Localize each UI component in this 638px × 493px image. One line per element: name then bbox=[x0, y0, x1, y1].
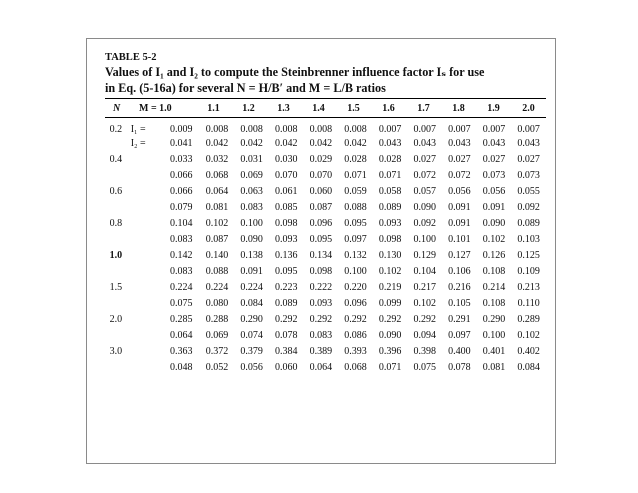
i2-cell: 0.071 bbox=[378, 361, 402, 373]
i1-cell: 0.007 bbox=[413, 123, 437, 135]
i2-cell: 0.068 bbox=[344, 361, 367, 373]
i2-cell: 0.097 bbox=[448, 329, 471, 341]
i2-cell: 0.102 bbox=[378, 265, 402, 277]
i1-cell: 0.222 bbox=[309, 281, 333, 293]
i1-cell: 0.224 bbox=[240, 281, 263, 293]
i1-label bbox=[127, 310, 170, 328]
i1-cell: 0.029 bbox=[309, 153, 333, 165]
i1-cell: 0.008 bbox=[240, 123, 263, 135]
row-n-value: 2.0 bbox=[109, 313, 123, 325]
i2-cell: 0.070 bbox=[309, 169, 333, 181]
i2-cell: 0.071 bbox=[378, 169, 402, 181]
i1-cell: 0.060 bbox=[309, 185, 333, 197]
i1-cell: 0.384 bbox=[275, 345, 298, 357]
i1-cell: 0.007 bbox=[482, 123, 506, 135]
i2-cell: 0.042 bbox=[205, 137, 229, 149]
i1-cell: 0.008 bbox=[309, 123, 333, 135]
i2-cell: 0.090 bbox=[378, 329, 402, 341]
i1-cell: 0.092 bbox=[413, 217, 437, 229]
i2-cell: 0.078 bbox=[275, 329, 298, 341]
table-row bbox=[105, 150, 546, 168]
i2-label bbox=[127, 264, 170, 278]
i1-cell: 0.400 bbox=[448, 345, 471, 357]
row-n-value: 0.4 bbox=[109, 153, 123, 165]
row-n-value: 3.0 bbox=[109, 345, 123, 357]
i2-cell: 0.091 bbox=[448, 201, 471, 213]
i1-cell: 0.091 bbox=[448, 217, 471, 229]
i1-cell: 0.058 bbox=[378, 185, 402, 197]
i1-cell: 0.032 bbox=[205, 153, 229, 165]
i1-cell: 0.008 bbox=[344, 123, 367, 135]
i2-cell: 0.081 bbox=[482, 361, 506, 373]
i2-cell: 0.073 bbox=[517, 169, 540, 181]
i2-cell: 0.089 bbox=[275, 297, 298, 309]
header-n: N bbox=[113, 102, 121, 114]
header-m-value: 1.6 bbox=[382, 102, 395, 114]
i2-cell: 0.066 bbox=[169, 169, 193, 181]
i2-label bbox=[127, 200, 170, 214]
i1-cell: 0.127 bbox=[448, 249, 471, 261]
i2-cell: 0.064 bbox=[309, 361, 333, 373]
i2-cell: 0.098 bbox=[378, 233, 402, 245]
i2-cell: 0.084 bbox=[517, 361, 540, 373]
table-row bbox=[105, 296, 546, 310]
header-m-value: 1.1 bbox=[207, 102, 220, 114]
i2-cell: 0.108 bbox=[482, 297, 506, 309]
i2-cell: 0.089 bbox=[378, 201, 402, 213]
i1-cell: 0.213 bbox=[517, 281, 540, 293]
i2-label bbox=[127, 360, 170, 374]
i2-cell: 0.100 bbox=[344, 265, 367, 277]
i1-cell: 0.292 bbox=[413, 313, 437, 325]
i1-label bbox=[127, 150, 170, 168]
i2-cell: 0.083 bbox=[169, 233, 193, 245]
i2-cell: 0.088 bbox=[205, 265, 229, 277]
i1-cell: 0.033 bbox=[169, 153, 193, 165]
i1-cell: 0.372 bbox=[205, 345, 229, 357]
i1-cell: 0.292 bbox=[309, 313, 333, 325]
i1-label bbox=[127, 182, 170, 200]
i2-label bbox=[127, 328, 170, 342]
row-n-value bbox=[105, 360, 127, 374]
i1-cell: 0.224 bbox=[169, 281, 193, 293]
i1-cell: 0.028 bbox=[344, 153, 367, 165]
table-row bbox=[105, 246, 546, 264]
i2-cell: 0.042 bbox=[309, 137, 333, 149]
i2-cell: 0.043 bbox=[517, 137, 540, 149]
i2-cell: 0.093 bbox=[309, 297, 333, 309]
i2-cell: 0.084 bbox=[240, 297, 263, 309]
i2-label bbox=[127, 296, 170, 310]
header-top-rule bbox=[105, 98, 546, 99]
i2-cell: 0.071 bbox=[344, 169, 367, 181]
i2-cell: 0.043 bbox=[378, 137, 402, 149]
i1-cell: 0.104 bbox=[169, 217, 193, 229]
i1-cell: 0.007 bbox=[378, 123, 402, 135]
i2-cell: 0.102 bbox=[517, 329, 540, 341]
i1-cell: 0.055 bbox=[517, 185, 540, 197]
i2-cell: 0.109 bbox=[517, 265, 540, 277]
header-m-value: 2.0 bbox=[522, 102, 535, 114]
i1-label: I₁ = bbox=[130, 123, 146, 135]
table-row bbox=[105, 200, 546, 214]
i2-cell: 0.075 bbox=[169, 297, 193, 309]
i2-cell: 0.064 bbox=[169, 329, 193, 341]
table-title-line-2: in Eq. (5-16a) for several N = H/B′ and M = L/B ratios bbox=[105, 81, 386, 95]
i1-cell: 0.130 bbox=[378, 249, 402, 261]
i1-cell: 0.292 bbox=[344, 313, 367, 325]
i1-cell: 0.031 bbox=[240, 153, 263, 165]
i1-cell: 0.009 bbox=[169, 123, 193, 135]
i2-cell: 0.106 bbox=[448, 265, 471, 277]
row-n-value bbox=[105, 328, 127, 342]
i2-cell: 0.080 bbox=[205, 297, 229, 309]
i1-cell: 0.056 bbox=[482, 185, 506, 197]
table-label: TABLE 5-2 bbox=[105, 52, 157, 63]
i2-cell: 0.043 bbox=[413, 137, 437, 149]
table-row bbox=[105, 214, 546, 232]
i1-cell: 0.125 bbox=[517, 249, 540, 261]
i2-cell: 0.102 bbox=[413, 297, 437, 309]
header-bottom-rule bbox=[105, 117, 546, 118]
table-row bbox=[105, 342, 546, 360]
i1-cell: 0.214 bbox=[482, 281, 506, 293]
row-n-value: 0.6 bbox=[109, 185, 123, 197]
i2-cell: 0.042 bbox=[240, 137, 263, 149]
i1-cell: 0.396 bbox=[378, 345, 402, 357]
i1-cell: 0.061 bbox=[275, 185, 298, 197]
table-row bbox=[105, 232, 546, 246]
table-header bbox=[105, 100, 546, 116]
i2-cell: 0.052 bbox=[205, 361, 229, 373]
i2-cell: 0.056 bbox=[240, 361, 263, 373]
i2-cell: 0.090 bbox=[413, 201, 437, 213]
header-m-first: M = 1.0 bbox=[139, 102, 172, 114]
i2-cell: 0.043 bbox=[482, 137, 506, 149]
i2-cell: 0.073 bbox=[482, 169, 506, 181]
i1-cell: 0.028 bbox=[378, 153, 402, 165]
i1-cell: 0.220 bbox=[344, 281, 367, 293]
i2-cell: 0.079 bbox=[169, 201, 193, 213]
header-m-value: 1.4 bbox=[312, 102, 325, 114]
i1-cell: 0.129 bbox=[413, 249, 437, 261]
table-title-line-1: Values of I₁ and I₂ to compute the Steinbrenner influence factor Iₛ for use bbox=[105, 65, 485, 79]
i2-cell: 0.108 bbox=[482, 265, 506, 277]
i1-cell: 0.027 bbox=[517, 153, 540, 165]
i1-cell: 0.290 bbox=[240, 313, 263, 325]
i1-cell: 0.138 bbox=[240, 249, 263, 261]
i1-cell: 0.090 bbox=[482, 217, 506, 229]
i2-label: I₂ = bbox=[130, 137, 146, 149]
i1-cell: 0.059 bbox=[344, 185, 367, 197]
header-m-value: 1.7 bbox=[417, 102, 430, 114]
i2-cell: 0.090 bbox=[240, 233, 263, 245]
header-row bbox=[105, 100, 546, 116]
i2-cell: 0.083 bbox=[169, 265, 193, 277]
i1-cell: 0.056 bbox=[448, 185, 471, 197]
i2-cell: 0.083 bbox=[309, 329, 333, 341]
i1-cell: 0.102 bbox=[205, 217, 229, 229]
row-n-value: 0.8 bbox=[109, 217, 123, 229]
i2-cell: 0.095 bbox=[309, 233, 333, 245]
i1-cell: 0.093 bbox=[378, 217, 402, 229]
i2-cell: 0.078 bbox=[448, 361, 471, 373]
i2-cell: 0.048 bbox=[169, 361, 193, 373]
i2-cell: 0.088 bbox=[344, 201, 367, 213]
i2-cell: 0.095 bbox=[275, 265, 298, 277]
i2-cell: 0.060 bbox=[275, 361, 298, 373]
i2-cell: 0.069 bbox=[205, 329, 229, 341]
i2-cell: 0.103 bbox=[517, 233, 540, 245]
row-n-value bbox=[105, 296, 127, 310]
i2-cell: 0.087 bbox=[205, 233, 229, 245]
i1-cell: 0.134 bbox=[309, 249, 333, 261]
table-body bbox=[105, 122, 546, 374]
i2-cell: 0.074 bbox=[240, 329, 263, 341]
row-n-value: 1.5 bbox=[109, 281, 123, 293]
i2-cell: 0.093 bbox=[275, 233, 298, 245]
i1-cell: 0.219 bbox=[378, 281, 402, 293]
i1-cell: 0.066 bbox=[169, 185, 193, 197]
i1-cell: 0.288 bbox=[205, 313, 229, 325]
header-m-value: 1.5 bbox=[347, 102, 360, 114]
row-n-value bbox=[105, 232, 127, 246]
i1-cell: 0.126 bbox=[482, 249, 506, 261]
header-m-value: 1.2 bbox=[242, 102, 255, 114]
row-n-value bbox=[105, 200, 127, 214]
i1-cell: 0.216 bbox=[448, 281, 471, 293]
i2-cell: 0.085 bbox=[275, 201, 298, 213]
i2-cell: 0.110 bbox=[517, 297, 540, 309]
i2-cell: 0.097 bbox=[344, 233, 367, 245]
table-title bbox=[105, 64, 545, 96]
i1-cell: 0.363 bbox=[169, 345, 193, 357]
i2-cell: 0.068 bbox=[205, 169, 229, 181]
row-n-value bbox=[105, 168, 127, 182]
influence-table bbox=[105, 122, 546, 374]
i2-cell: 0.096 bbox=[344, 297, 367, 309]
i1-cell: 0.007 bbox=[517, 123, 540, 135]
i1-cell: 0.292 bbox=[275, 313, 298, 325]
i2-cell: 0.094 bbox=[413, 329, 437, 341]
i1-cell: 0.136 bbox=[275, 249, 298, 261]
i2-cell: 0.069 bbox=[240, 169, 263, 181]
i1-label bbox=[127, 214, 170, 232]
i2-cell: 0.104 bbox=[413, 265, 437, 277]
table-row bbox=[105, 168, 546, 182]
i2-cell: 0.091 bbox=[482, 201, 506, 213]
i1-cell: 0.008 bbox=[205, 123, 229, 135]
i1-cell: 0.064 bbox=[205, 185, 229, 197]
i2-cell: 0.083 bbox=[240, 201, 263, 213]
i2-cell: 0.043 bbox=[448, 137, 471, 149]
i1-cell: 0.223 bbox=[275, 281, 298, 293]
i2-cell: 0.075 bbox=[413, 361, 437, 373]
table-row bbox=[105, 264, 546, 278]
table-row bbox=[105, 278, 546, 296]
i2-cell: 0.100 bbox=[413, 233, 437, 245]
i1-label bbox=[127, 278, 170, 296]
i1-cell: 0.290 bbox=[482, 313, 506, 325]
i1-cell: 0.007 bbox=[448, 123, 471, 135]
i1-cell: 0.100 bbox=[240, 217, 263, 229]
header-m-value: 1.9 bbox=[487, 102, 500, 114]
header-m-value: 1.8 bbox=[452, 102, 465, 114]
i1-cell: 0.089 bbox=[517, 217, 540, 229]
i1-cell: 0.140 bbox=[205, 249, 229, 261]
i1-cell: 0.027 bbox=[482, 153, 506, 165]
i2-cell: 0.101 bbox=[448, 233, 471, 245]
table-row bbox=[105, 360, 546, 374]
i1-cell: 0.142 bbox=[169, 249, 193, 261]
row-n-value bbox=[105, 264, 127, 278]
row-n-value: 0.2 bbox=[109, 123, 123, 135]
i1-label bbox=[127, 342, 170, 360]
i2-cell: 0.098 bbox=[309, 265, 333, 277]
table-row bbox=[105, 122, 546, 136]
i2-label bbox=[127, 168, 170, 182]
i1-cell: 0.095 bbox=[344, 217, 367, 229]
i2-cell: 0.086 bbox=[344, 329, 367, 341]
i1-cell: 0.291 bbox=[448, 313, 471, 325]
i1-cell: 0.098 bbox=[275, 217, 298, 229]
i2-cell: 0.070 bbox=[275, 169, 298, 181]
i1-cell: 0.027 bbox=[413, 153, 437, 165]
row-n-value bbox=[105, 136, 127, 150]
i1-cell: 0.063 bbox=[240, 185, 263, 197]
i1-cell: 0.217 bbox=[413, 281, 437, 293]
i1-cell: 0.224 bbox=[205, 281, 229, 293]
i1-cell: 0.008 bbox=[275, 123, 298, 135]
i1-label bbox=[127, 246, 170, 264]
i1-cell: 0.057 bbox=[413, 185, 437, 197]
i1-cell: 0.389 bbox=[309, 345, 333, 357]
i2-cell: 0.099 bbox=[378, 297, 402, 309]
i2-cell: 0.091 bbox=[240, 265, 263, 277]
i1-cell: 0.030 bbox=[275, 153, 298, 165]
i2-cell: 0.072 bbox=[448, 169, 471, 181]
i1-cell: 0.379 bbox=[240, 345, 263, 357]
i1-cell: 0.289 bbox=[517, 313, 540, 325]
i1-cell: 0.402 bbox=[517, 345, 540, 357]
i1-cell: 0.292 bbox=[378, 313, 402, 325]
i2-cell: 0.102 bbox=[482, 233, 506, 245]
row-n-value: 1.0 bbox=[109, 249, 123, 261]
i2-cell: 0.081 bbox=[205, 201, 229, 213]
i1-cell: 0.393 bbox=[344, 345, 367, 357]
i2-cell: 0.100 bbox=[482, 329, 506, 341]
i2-cell: 0.087 bbox=[309, 201, 333, 213]
table-row bbox=[105, 310, 546, 328]
i2-cell: 0.092 bbox=[517, 201, 540, 213]
i2-cell: 0.072 bbox=[413, 169, 437, 181]
i2-cell: 0.042 bbox=[275, 137, 298, 149]
i1-cell: 0.132 bbox=[344, 249, 367, 261]
i2-cell: 0.042 bbox=[344, 137, 367, 149]
i1-cell: 0.096 bbox=[309, 217, 333, 229]
i2-cell: 0.105 bbox=[448, 297, 471, 309]
i2-cell: 0.041 bbox=[169, 137, 193, 149]
table-row bbox=[105, 328, 546, 342]
header-m-value: 1.3 bbox=[277, 102, 290, 114]
i1-cell: 0.398 bbox=[413, 345, 437, 357]
i2-label bbox=[127, 232, 170, 246]
i1-cell: 0.401 bbox=[482, 345, 506, 357]
i1-cell: 0.027 bbox=[448, 153, 471, 165]
table-row bbox=[105, 182, 546, 200]
i1-cell: 0.285 bbox=[169, 313, 193, 325]
table-row bbox=[105, 136, 546, 150]
